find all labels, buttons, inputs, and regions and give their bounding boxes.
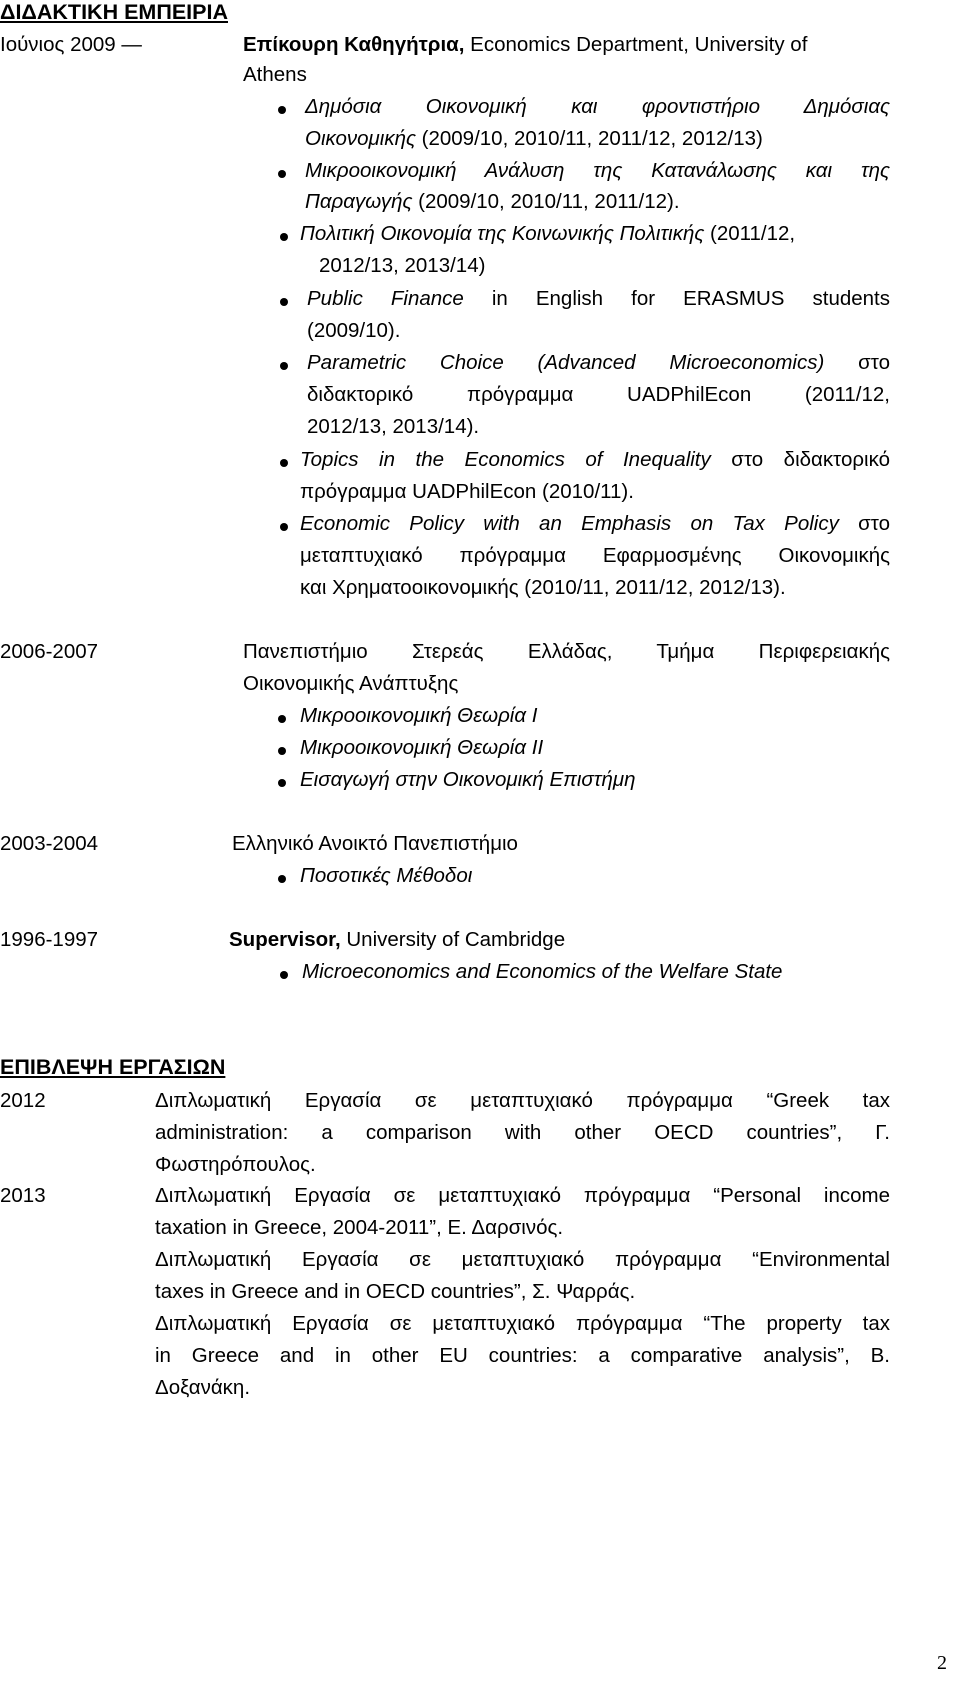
course-item-continued: (2009/10).	[307, 319, 401, 342]
course-item-continued: Παραγωγής (2009/10, 2010/11, 2011/12).	[305, 190, 680, 213]
bullet-icon	[280, 362, 288, 370]
thesis-item: Διπλωματική Εργασία σε μεταπτυχιακό πρόγραμμα “Personal income	[155, 1184, 890, 1207]
course-item-continued: Οικονομικής (2009/10, 2010/11, 2011/12, 2012/13)	[305, 127, 763, 150]
section-heading-teaching: ΔΙΔΑΚΤΙΚΗ ΕΜΠΕΙΡΙΑ	[0, 0, 228, 24]
course-item-continued: διδακτορικό πρόγραμμα UADPhilEcon (2011/12,	[307, 383, 890, 406]
course-item: Δημόσια Οικονομική και φροντιστήριο Δημόσιας	[305, 95, 890, 118]
course-item-continued: πρόγραμμα UADPhilEcon (2010/11).	[300, 480, 634, 503]
bullet-icon	[280, 971, 288, 979]
entry-date: Ιούνιος 2009 —	[0, 33, 142, 56]
supervision-year: 2012	[0, 1089, 46, 1112]
bullet-icon	[278, 747, 286, 755]
bullet-icon	[278, 715, 286, 723]
page-number: 2	[937, 1652, 947, 1674]
thesis-item: Διπλωματική Εργασία σε μεταπτυχιακό πρόγραμμα “Greek tax	[155, 1089, 890, 1112]
position-title: Supervisor,	[229, 928, 341, 951]
institution-text: Economics Department, University of	[464, 33, 808, 56]
bullet-icon	[280, 233, 288, 241]
thesis-item-continued: in Greece and in other EU countries: a comparative analysis”, Β.	[155, 1344, 890, 1367]
entry-title	[243, 33, 807, 57]
thesis-item-continued: taxation in Greece, 2004-2011”, Ε. Δαρσινός.	[155, 1216, 564, 1239]
course-item: Ποσοτικές Μέθοδοι	[300, 864, 473, 887]
thesis-item-continued: Φωστηρόπουλος.	[155, 1153, 316, 1176]
section-heading-supervision: ΕΠΙΒΛΕΨΗ ΕΡΓΑΣΙΩΝ	[0, 1055, 226, 1079]
thesis-item-continued: taxes in Greece and in OECD countries”, Σ. Ψαρράς.	[155, 1280, 636, 1303]
course-item: Public Finance in English for ERASMUS students	[307, 287, 890, 310]
entry-date: 2003-2004	[0, 832, 99, 855]
thesis-item-continued: Δοξανάκη.	[155, 1376, 251, 1399]
position-title: Επίκουρη Καθηγήτρια,	[243, 33, 465, 56]
course-item: Μικροοικονομική Θεωρία Ι	[300, 704, 538, 727]
thesis-item: Διπλωματική Εργασία σε μεταπτυχιακό πρόγραμμα “Environmental	[155, 1248, 890, 1271]
institution-text-continued: Οικονομικής Ανάπτυξης	[243, 672, 459, 695]
course-item: Εισαγωγή στην Οικονομική Επιστήμη	[300, 768, 636, 791]
institution-text-continued: Athens	[243, 63, 307, 86]
entry-date: 2006-2007	[0, 640, 99, 663]
course-item-continued: μεταπτυχιακό πρόγραμμα Εφαρμοσμένης Οικονομικής	[300, 544, 890, 567]
course-item: Microeconomics and Economics of the Welfare State	[302, 960, 783, 983]
thesis-item-continued: administration: a comparison with other OECD countries”, Γ.	[155, 1121, 890, 1144]
course-item: Μικροοικονομική Ανάλυση της Κατανάλωσης και της	[305, 159, 890, 182]
bullet-icon	[280, 459, 288, 467]
bullet-icon	[278, 779, 286, 787]
course-item: Πολιτική Οικονομία της Κοινωνικής Πολιτικής (2011/12,	[300, 222, 796, 245]
bullet-icon	[280, 523, 288, 531]
course-item: Economic Policy with an Emphasis on Tax Policy στο	[300, 512, 890, 535]
bullet-icon	[278, 170, 286, 178]
supervision-year: 2013	[0, 1184, 46, 1207]
thesis-item: Διπλωματική Εργασία σε μεταπτυχιακό πρόγραμμα “The property tax	[155, 1312, 890, 1335]
position-line: Supervisor, University of Cambridge	[229, 928, 566, 951]
institution-text: Ελληνικό Ανοικτό Πανεπιστήμιο	[232, 832, 518, 855]
entry-date: 1996-1997	[0, 928, 99, 951]
course-item-continued: 2012/13, 2013/14).	[307, 415, 480, 438]
course-item: Μικροοικονομική Θεωρία ΙΙ	[300, 736, 544, 759]
bullet-icon	[278, 875, 286, 883]
course-item: Topics in the Economics of Inequality στο διδακτορικό	[300, 448, 890, 471]
institution-text: Πανεπιστήμιο Στερεάς Ελλάδας, Τμήμα Περιφερειακής	[243, 640, 890, 663]
course-item-continued: 2012/13, 2013/14)	[319, 254, 486, 277]
course-item-continued: και Χρηματοοικονομικής (2010/11, 2011/12, 2012/13).	[300, 576, 786, 599]
bullet-icon	[280, 298, 288, 306]
course-item: Parametric Choice (Advanced Microeconomics) στο	[307, 351, 890, 374]
bullet-icon	[278, 106, 286, 114]
